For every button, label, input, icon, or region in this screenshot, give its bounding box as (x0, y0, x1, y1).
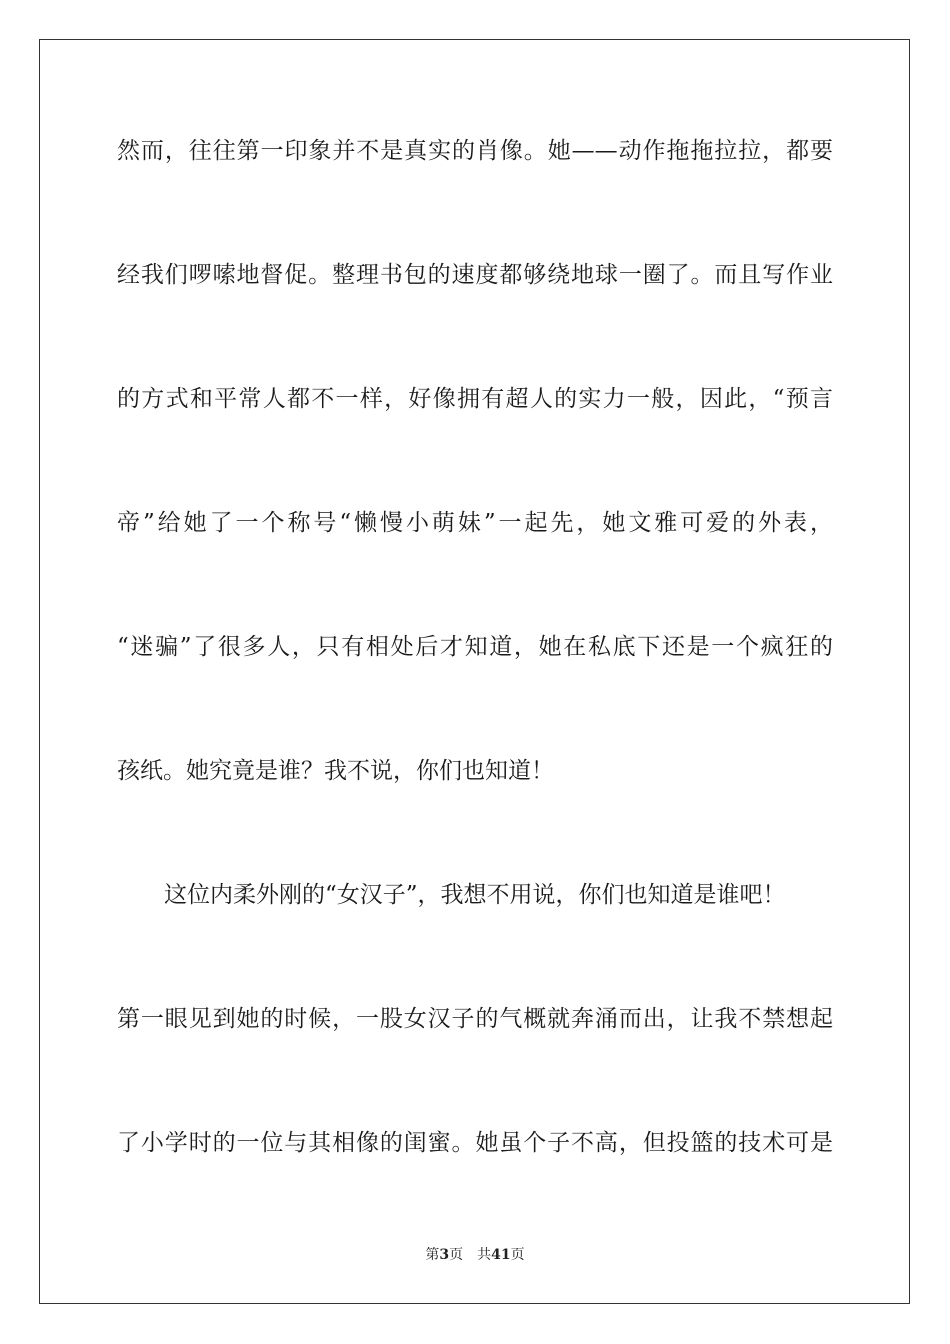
page-label-prefix: 第 (425, 1247, 440, 1263)
body-text-line: 经我们啰嗦地督促。整理书包的速度都够绕地球一圈了。而且写作业 (117, 262, 833, 288)
page-number: 3 (439, 1247, 450, 1263)
body-text-line: 的方式和平常人都不一样，好像拥有超人的实力一般，因此，“预言 (117, 386, 833, 412)
total-label-prefix: 共 (477, 1247, 492, 1263)
total-pages: 41 (491, 1247, 511, 1263)
page-footer (0, 1245, 950, 1265)
body-text-line: 孩纸。她究竟是谁？我不说，你们也知道！ (117, 758, 554, 784)
body-text-line: 帝”给她了一个称号“懒慢小萌妹”一起先，她文雅可爱的外表， (117, 510, 833, 536)
body-text-line-paragraph-start: 这位内柔外刚的“女汉子”，我想不用说，你们也知道是谁吧！ (164, 882, 786, 908)
body-text-line: 然而，往往第一印象并不是真实的肖像。她——动作拖拖拉拉，都要 (117, 138, 833, 164)
body-text-line: 了小学时的一位与其相像的闺蜜。她虽个子不高，但投篮的技术可是 (117, 1130, 833, 1156)
page-label-suffix: 页 (449, 1247, 464, 1263)
total-label-suffix: 页 (510, 1247, 525, 1263)
body-text-line: “迷骗”了很多人，只有相处后才知道，她在私底下还是一个疯狂的 (117, 634, 833, 660)
body-text-line: 第一眼见到她的时候，一股女汉子的气概就奔涌而出，让我不禁想起 (117, 1006, 833, 1032)
page-border (39, 39, 910, 1304)
